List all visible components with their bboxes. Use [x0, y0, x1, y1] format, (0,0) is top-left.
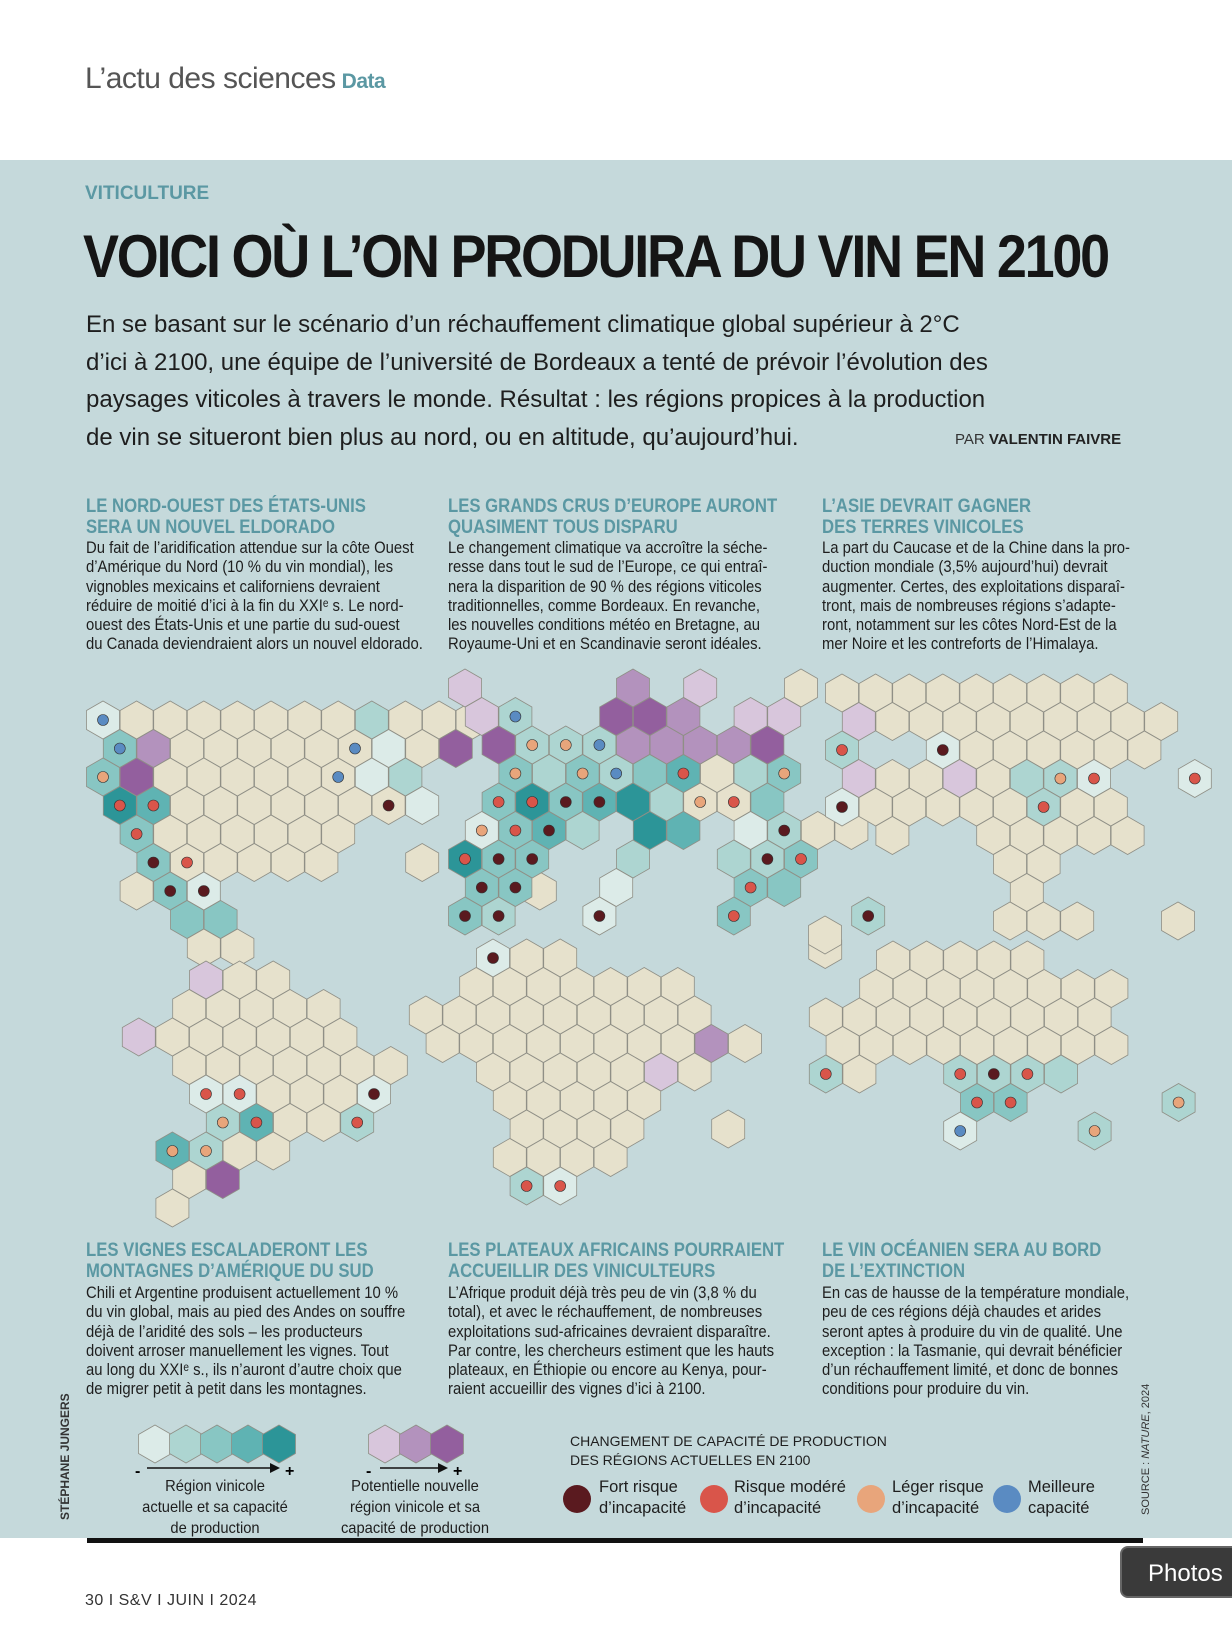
heading-line: LE VIN OCÉANIEN SERA AU BORD: [822, 1240, 1102, 1261]
header-section: L’actu des sciences: [85, 62, 336, 95]
body-line: réduire de moitié d’ici à la fin du XXIᵉ s. Le nord-: [86, 596, 404, 615]
source-year: , 2024: [1140, 1383, 1152, 1415]
lead-line: de vin se situeront bien plus au nord, ou en altitude, qu’aujourd’hui.: [86, 423, 799, 451]
body-line: exception : la Tasmanie, qui devrait bénéficier: [822, 1341, 1123, 1360]
lead-line: d’ici à 2100, une équipe de l’université de Bordeaux a tenté de prévoir l’évolution des: [86, 348, 988, 376]
heading-line: DE L’EXTINCTION: [822, 1261, 966, 1282]
label-line: actuelle et sa capacité: [142, 1499, 288, 1516]
body-line: En cas de hausse de la température mondiale,: [822, 1284, 1130, 1302]
arrowhead-icon: [270, 1463, 280, 1473]
body-line: au long du XXIᵉ s., ils n’auront d’autre choix que: [86, 1361, 402, 1380]
source-note: [1140, 1384, 1152, 1515]
label-line: d’incapacité: [599, 1499, 687, 1517]
label-line: région vinicole et sa: [349, 1499, 481, 1516]
label-line: capacité: [1028, 1499, 1090, 1517]
label-line: Région vinicole: [165, 1478, 265, 1495]
byline-author: VALENTIN FAIVRE: [988, 431, 1122, 448]
heading-line: LES PLATEAUX AFRICAINS POURRAIENT: [448, 1240, 785, 1261]
scale-plus-potential: +: [453, 1463, 463, 1480]
lead-line: En se basant sur le scénario d’un réchauffement climatique global supérieur à 2°C: [86, 311, 960, 338]
body-line: Chili et Argentine produisent actuellement 10 %: [86, 1284, 399, 1302]
body-line: nera la disparition de 90 % des régions viticoles: [448, 577, 762, 596]
body-line: mer Noire et les contreforts de l’Himalaya.: [822, 635, 1099, 654]
body-line: déjà de l’aridité des sols – les producteurs: [86, 1322, 363, 1341]
body-line: total), et avec le réchauffement, de nombreuses: [448, 1303, 763, 1322]
body-line: les nouvelles conditions météo en Bretagne, au: [448, 616, 761, 635]
heading-line: QUASIMENT TOUS DISPARU: [448, 517, 678, 538]
scale-plus-current: +: [285, 1463, 295, 1480]
photos-button[interactable]: Photos: [1120, 1546, 1232, 1598]
body-line: d’Amérique du Nord (10 % du vin mondial), les: [86, 558, 394, 577]
legend-change-title: [570, 1432, 887, 1470]
risk-label-high: [599, 1477, 686, 1519]
scale-minus-current: -: [135, 1463, 141, 1480]
header-tag: Data: [341, 70, 386, 93]
body-line: exploitations sud-africaines devraient disparaître.: [448, 1322, 771, 1341]
heading-line: L’ASIE DEVRAIT GAGNER: [822, 496, 1032, 517]
label-line: d’incapacité: [734, 1499, 822, 1517]
legend-current-label: [128, 1476, 303, 1539]
bottom-rule: [87, 1538, 1143, 1543]
risk-label-better: [1028, 1477, 1095, 1519]
title-line: CHANGEMENT DE CAPACITÉ DE PRODUCTION: [570, 1433, 887, 1449]
body-line: tront, mais de nombreuses régions s’adapte-: [822, 596, 1116, 615]
body-line: Par contre, les chercheurs estiment que les hauts: [448, 1341, 775, 1360]
body-line: d’un réchauffement limité, et donc de bonnes: [822, 1361, 1119, 1380]
risk-dot-light: [857, 1485, 885, 1513]
legend-current-hex: [232, 1425, 265, 1463]
heading-line: DES TERRES VINICOLES: [822, 517, 1024, 538]
risk-label-light: [892, 1477, 984, 1519]
body-line: ouest des États-Unis et une partie du sud-ouest: [86, 616, 400, 635]
heading-line: LE NORD-OUEST DES ÉTATS-UNIS: [86, 496, 366, 517]
body-line: du vin global, mais au pied des Andes on souffre: [86, 1303, 406, 1322]
body-line: de migrer petit à petit dans les montagnes.: [86, 1380, 367, 1399]
body-line: resse dans tout le sud de l’Europe, ce qui entraî-: [448, 558, 768, 577]
label-line: Meilleure: [1028, 1478, 1095, 1496]
heading-line: SERA UN NOUVEL ELDORADO: [86, 517, 335, 538]
heading-line: ACCUEILLIR DES VINICULTEURS: [448, 1261, 716, 1282]
photo-credit: STÉPHANE JUNGERS: [58, 1393, 72, 1520]
body-line: traditionnelles, comme Bordeaux. En revanche,: [448, 596, 761, 615]
risk-label-moderate: [734, 1477, 846, 1519]
byline-prefix: PAR: [955, 431, 985, 448]
body-line: seront aptes à produire du vin de qualité. Une: [822, 1322, 1123, 1341]
legend-current-hex: [139, 1425, 172, 1463]
article-title: VOICI OÙ L’ON PRODUIRA DU VIN EN 2100: [83, 223, 1108, 290]
body-line: peu de ces régions déjà chaudes et arides: [822, 1303, 1102, 1322]
body-line: Le changement climatique va accroître la séche-: [448, 539, 768, 557]
legend-current-hex: [201, 1425, 234, 1463]
article-kicker: VITICULTURE: [85, 183, 210, 204]
body-line: ront, notamment sur les côtes Nord-Est de la: [822, 616, 1117, 635]
source-prefix: SOURCE :: [1140, 1458, 1152, 1515]
legend-current-hex: [263, 1425, 296, 1463]
title-line: DES RÉGIONS ACTUELLES EN 2100: [570, 1452, 811, 1468]
label-line: Potentielle nouvelle: [351, 1478, 479, 1495]
body-line: doivent arroser manuellement les vignes. Tout: [86, 1341, 389, 1360]
legend-potential-label: [328, 1476, 503, 1539]
label-line: Risque modéré: [734, 1478, 846, 1496]
legend-potential-hex: [400, 1425, 433, 1463]
risk-dot-moderate: [700, 1485, 728, 1513]
body-line: vignobles mexicains et californiens devraient: [86, 577, 380, 596]
body-line: La part du Caucase et de la Chine dans la pro-: [822, 539, 1130, 557]
label-line: de production: [170, 1520, 260, 1537]
heading-line: MONTAGNES D’AMÉRIQUE DU SUD: [86, 1261, 374, 1282]
heading-line: LES GRANDS CRUS D’EUROPE AURONT: [448, 496, 778, 517]
legend-potential-hex: [431, 1425, 464, 1463]
body-line: augmenter. Certes, des exploitations disparaî-: [822, 577, 1125, 596]
source-name: NATURE: [1140, 1414, 1152, 1459]
lead-line: paysages viticoles à travers le monde. Résultat : les régions propices à la production: [86, 386, 986, 413]
label-line: capacité de production: [340, 1520, 490, 1537]
legend-potential-hex: [369, 1425, 402, 1463]
arrowhead-icon: [438, 1463, 448, 1473]
risk-dot-high: [563, 1485, 591, 1513]
scale-minus-potential: -: [366, 1463, 372, 1480]
heading-line: LES VIGNES ESCALADERONT LES: [86, 1240, 368, 1261]
label-line: Fort risque: [599, 1478, 678, 1496]
body-line: Royaume-Uni et en Scandinavie seront idéales.: [448, 635, 762, 654]
body-line: Du fait de l’aridification attendue sur la côte Ouest: [86, 539, 414, 557]
risk-dot-better: [993, 1485, 1021, 1513]
body-line: conditions pour produire du vin.: [822, 1380, 1030, 1399]
body-line: duction mondiale (3,5% aujourd’hui) devrait: [822, 558, 1108, 577]
page-footer: 30 I S&V I JUIN I 2024: [85, 1592, 257, 1609]
body-line: plateaux, en Éthiopie ou encore au Kenya, pour-: [448, 1361, 767, 1380]
label-line: d’incapacité: [892, 1499, 980, 1517]
body-line: raient accueillir des vignes d’ici à 2100.: [448, 1380, 706, 1399]
legend-current-hex: [170, 1425, 203, 1463]
body-line: L’Afrique produit déjà très peu de vin (3,8 % du: [448, 1284, 757, 1302]
body-line: du Canada deviendraient alors un nouvel eldorado.: [86, 635, 423, 654]
label-line: Léger risque: [892, 1478, 984, 1496]
